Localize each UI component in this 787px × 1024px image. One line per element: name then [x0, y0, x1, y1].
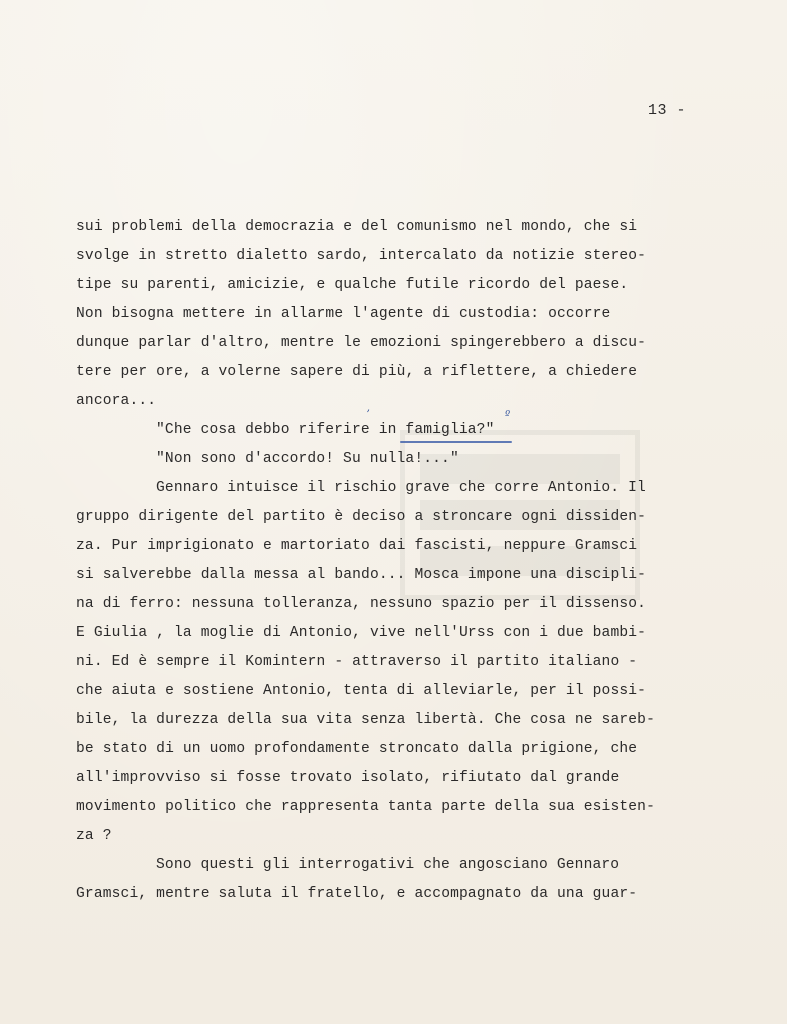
text-line: E Giulia , la moglie di Antonio, vive nell'Urss con i due bambi- [76, 625, 647, 641]
text-line: si salverebbe dalla messa al bando... Mosca impone una discipli- [76, 567, 647, 583]
text-line: na di ferro: nessuna tolleranza, nessuno spazio per il dissenso. [76, 596, 647, 612]
text-line: dunque parlar d'altro, mentre le emozioni spingerebbero a discu- [76, 335, 647, 351]
text-line: svolge in stretto dialetto sardo, intercalato da notizie stereo- [76, 248, 647, 264]
text-line: all'improvviso si fosse trovato isolato, rifiutato dal grande [76, 770, 620, 786]
text-line: Gramsci, mentre saluta il fratello, e accompagnato da una guar- [76, 886, 638, 902]
pen-underline [400, 441, 512, 443]
body-text [76, 213, 756, 909]
text-line: za ? [76, 828, 112, 844]
page-number: 13 - [648, 102, 687, 119]
text-line: za. Pur imprigionato e martoriato dai fascisti, neppure Gramsci [76, 538, 638, 554]
text-line: bile, la durezza della sua vita senza libertà. Che cosa ne sareb- [76, 712, 655, 728]
text-line: tere per ore, a volerne sapere di più, a riflettere, a chiedere [76, 364, 638, 380]
text-line: che aiuta e sostiene Antonio, tenta di alleviarle, per il possi- [76, 683, 647, 699]
text-line: Gennaro intuisce il rischio grave che corre Antonio. Il [156, 480, 646, 496]
text-line: Sono questi gli interrogativi che angosciano Gennaro [156, 857, 620, 873]
text-line: Non bisogna mettere in allarme l'agente di custodia: occorre [76, 306, 611, 322]
text-line: movimento politico che rappresenta tanta parte della sua esisten- [76, 799, 655, 815]
text-line: be stato di un uomo profondamente stroncato dalla prigione, che [76, 741, 638, 757]
text-line: gruppo dirigente del partito è deciso a stroncare ogni dissiden- [76, 509, 647, 525]
pen-correction-mark: ʼ [366, 408, 370, 421]
pen-correction-mark: º [505, 408, 511, 421]
text-line: ni. Ed è sempre il Komintern - attraverso il partito italiano - [76, 654, 638, 670]
text-line: sui problemi della democrazia e del comunismo nel mondo, che si [76, 219, 638, 235]
text-line: "Non sono d'accordo! Su nulla!..." [156, 451, 459, 467]
text-line: "Che cosa debbo riferire in famiglia?" [156, 422, 495, 438]
text-line: ancora... [76, 393, 157, 409]
text-line: tipe su parenti, amicizie, e qualche futile ricordo del paese. [76, 277, 629, 293]
